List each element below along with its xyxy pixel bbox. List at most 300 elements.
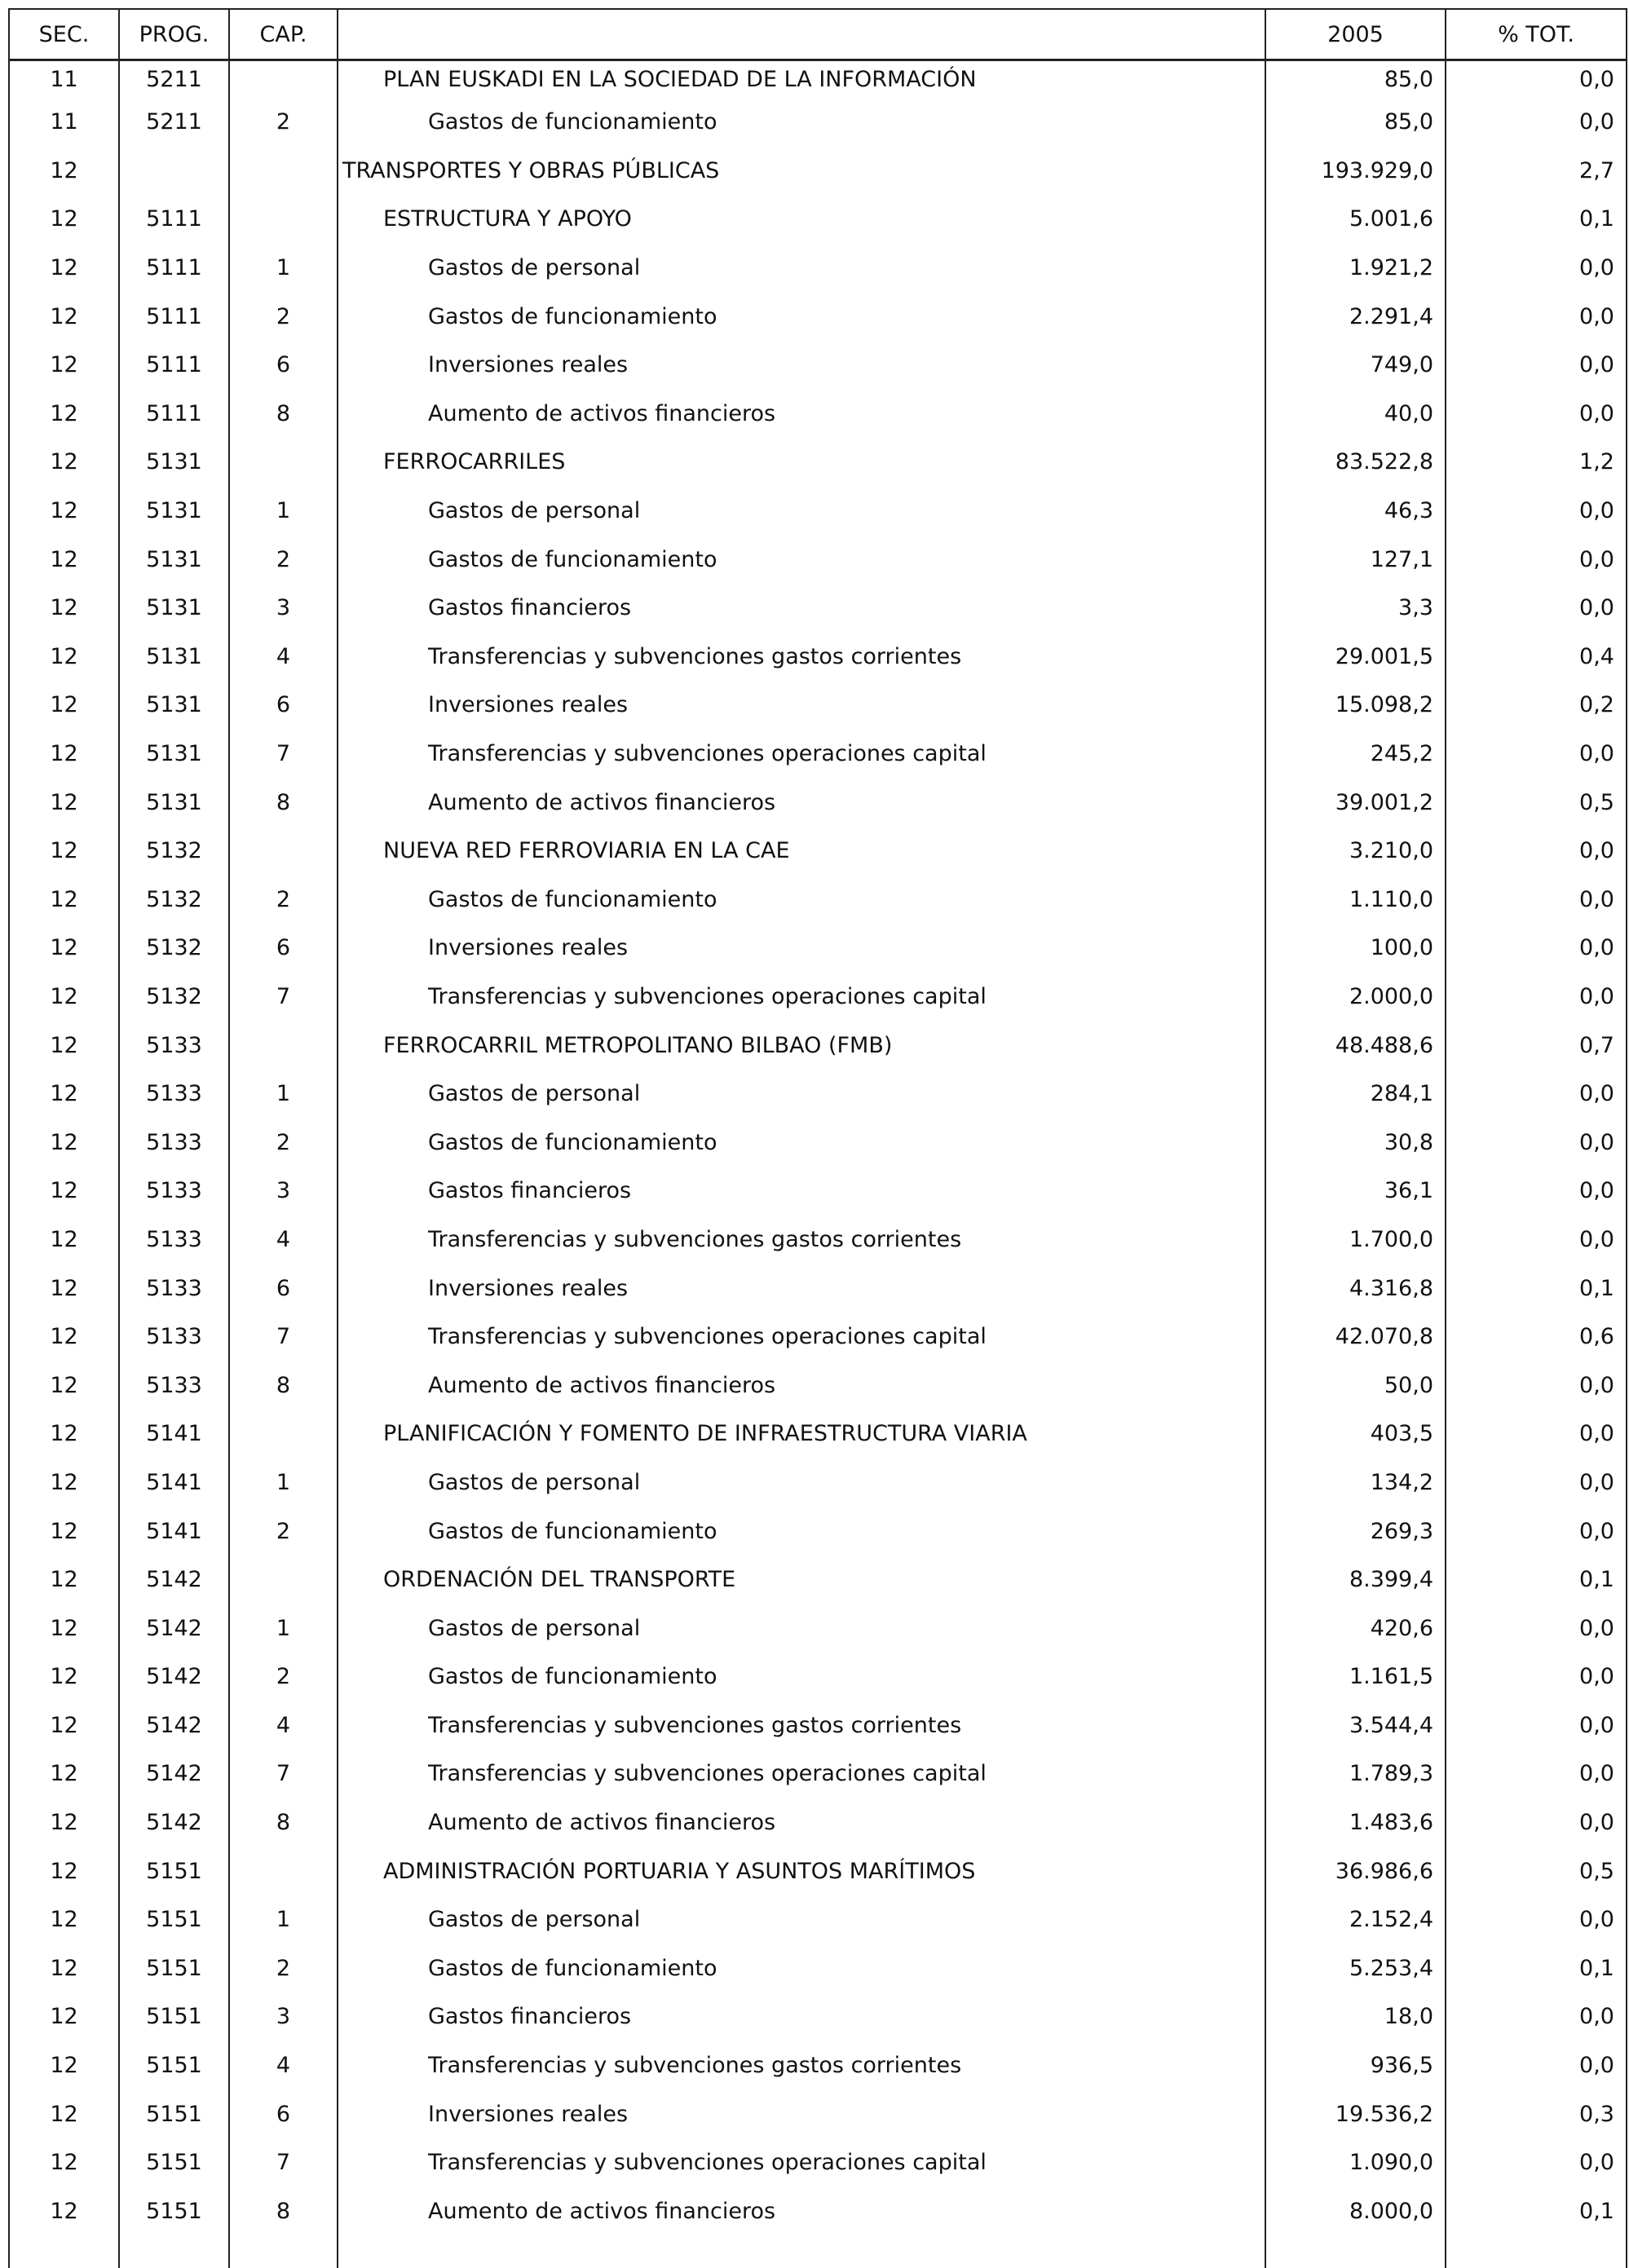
cell-cap: 2	[229, 1944, 338, 1993]
cell-pct: 1,2	[1446, 438, 1627, 487]
cell-desc: Gastos de personal	[338, 487, 1265, 536]
cell-cap: 8	[229, 2187, 338, 2236]
cell-amount: 1.789,3	[1265, 1750, 1446, 1798]
budget-table	[8, 8, 1627, 2268]
cell-cap: 2	[229, 535, 338, 584]
cell-sec: 12	[9, 2187, 119, 2236]
cell-pct: 0,0	[1446, 1604, 1627, 1652]
cell-cap	[229, 1410, 338, 1458]
cell-prog: 5151	[119, 1847, 229, 1895]
cell-pct: 0,0	[1446, 60, 1627, 99]
cell-sec: 12	[9, 1750, 119, 1798]
header-cap: CAP.	[229, 9, 338, 60]
table-row	[9, 1216, 1627, 1264]
cell-pct: 0,0	[1446, 1410, 1627, 1458]
cell-cap: 7	[229, 1750, 338, 1798]
cell-cap	[229, 147, 338, 196]
cell-cap: 4	[229, 1216, 338, 1264]
cell-cap: 6	[229, 681, 338, 730]
cell-prog: 5142	[119, 1652, 229, 1701]
cell-amount: 8.399,4	[1265, 1555, 1446, 1604]
cell-prog: 5142	[119, 1701, 229, 1750]
cell-cap: 3	[229, 1992, 338, 2041]
empty-cell	[1446, 2235, 1627, 2268]
cell-sec: 12	[9, 924, 119, 973]
cell-sec: 12	[9, 390, 119, 439]
cell-amount: 48.488,6	[1265, 1021, 1446, 1070]
cell-amount: 1.921,2	[1265, 244, 1446, 293]
cell-pct: 0,6	[1446, 1313, 1627, 1361]
cell-desc: FERROCARRILES	[338, 438, 1265, 487]
cell-pct: 0,0	[1446, 341, 1627, 390]
header-row	[9, 9, 1627, 60]
cell-desc: Gastos de personal	[338, 1604, 1265, 1652]
table-row	[9, 1361, 1627, 1410]
cell-cap: 8	[229, 390, 338, 439]
cell-pct: 0,0	[1446, 584, 1627, 633]
cell-cap: 7	[229, 2138, 338, 2187]
cell-pct: 0,5	[1446, 778, 1627, 827]
cell-prog: 5111	[119, 390, 229, 439]
cell-sec: 12	[9, 1895, 119, 1944]
cell-sec: 12	[9, 681, 119, 730]
header-year: 2005	[1265, 9, 1446, 60]
cell-amount: 134,2	[1265, 1458, 1446, 1507]
table-row	[9, 2041, 1627, 2090]
cell-desc: Inversiones reales	[338, 1264, 1265, 1313]
cell-pct: 0,1	[1446, 2187, 1627, 2236]
cell-amount: 36,1	[1265, 1167, 1446, 1216]
cell-desc: Gastos de funcionamiento	[338, 292, 1265, 341]
cell-sec: 11	[9, 60, 119, 99]
cell-desc: Aumento de activos financieros	[338, 390, 1265, 439]
cell-sec: 12	[9, 244, 119, 293]
cell-sec: 12	[9, 147, 119, 196]
cell-sec: 12	[9, 438, 119, 487]
empty-cell	[9, 2235, 119, 2268]
cell-cap: 6	[229, 924, 338, 973]
cell-sec: 12	[9, 1361, 119, 1410]
cell-cap: 8	[229, 1798, 338, 1847]
empty-cell	[229, 2235, 338, 2268]
empty-cell	[338, 2235, 1265, 2268]
cell-prog: 5151	[119, 2089, 229, 2138]
cell-cap: 1	[229, 1604, 338, 1652]
table-row	[9, 244, 1627, 293]
cell-sec: 12	[9, 535, 119, 584]
cell-desc: Transferencias y subvenciones operaciones capital	[338, 730, 1265, 779]
cell-cap	[229, 1847, 338, 1895]
cell-prog: 5211	[119, 60, 229, 99]
table-row	[9, 390, 1627, 439]
header-sec: SEC.	[9, 9, 119, 60]
cell-amount: 15.098,2	[1265, 681, 1446, 730]
cell-prog: 5131	[119, 681, 229, 730]
cell-pct: 0,0	[1446, 1652, 1627, 1701]
empty-cell	[1265, 2235, 1446, 2268]
cell-sec: 12	[9, 1021, 119, 1070]
cell-prog: 5133	[119, 1167, 229, 1216]
cell-prog: 5133	[119, 1313, 229, 1361]
cell-sec: 12	[9, 1070, 119, 1119]
cell-sec: 12	[9, 1798, 119, 1847]
cell-amount: 39.001,2	[1265, 778, 1446, 827]
cell-pct: 0,0	[1446, 1070, 1627, 1119]
cell-pct: 0,2	[1446, 681, 1627, 730]
cell-amount: 3.544,4	[1265, 1701, 1446, 1750]
cell-cap: 7	[229, 1313, 338, 1361]
cell-pct: 0,0	[1446, 292, 1627, 341]
cell-pct: 0,0	[1446, 1798, 1627, 1847]
table-row	[9, 1410, 1627, 1458]
cell-amount: 936,5	[1265, 2041, 1446, 2090]
cell-amount: 420,6	[1265, 1604, 1446, 1652]
cell-amount: 42.070,8	[1265, 1313, 1446, 1361]
table-row	[9, 584, 1627, 633]
cell-prog: 5142	[119, 1604, 229, 1652]
cell-amount: 403,5	[1265, 1410, 1446, 1458]
table-row	[9, 98, 1627, 147]
cell-pct: 0,0	[1446, 487, 1627, 536]
cell-cap: 1	[229, 244, 338, 293]
cell-sec: 12	[9, 195, 119, 244]
table-row	[9, 1555, 1627, 1604]
cell-cap: 3	[229, 584, 338, 633]
table-row	[9, 1313, 1627, 1361]
cell-desc: Gastos de funcionamiento	[338, 1944, 1265, 1993]
cell-desc: Transferencias y subvenciones gastos corrientes	[338, 1701, 1265, 1750]
table-row	[9, 633, 1627, 682]
cell-amount: 18,0	[1265, 1992, 1446, 2041]
cell-prog: 5133	[119, 1264, 229, 1313]
cell-desc: Aumento de activos financieros	[338, 1361, 1265, 1410]
cell-pct: 0,0	[1446, 1507, 1627, 1555]
table-row	[9, 924, 1627, 973]
cell-desc: Gastos financieros	[338, 1992, 1265, 2041]
cell-cap: 7	[229, 730, 338, 779]
cell-amount: 85,0	[1265, 60, 1446, 99]
cell-pct: 0,0	[1446, 1167, 1627, 1216]
cell-desc: FERROCARRIL METROPOLITANO BILBAO (FMB)	[338, 1021, 1265, 1070]
cell-pct: 0,0	[1446, 827, 1627, 876]
cell-desc: Transferencias y subvenciones operaciones capital	[338, 1750, 1265, 1798]
cell-desc: Gastos de personal	[338, 244, 1265, 293]
cell-desc: Gastos de funcionamiento	[338, 1652, 1265, 1701]
cell-prog: 5133	[119, 1118, 229, 1167]
cell-pct: 0,0	[1446, 535, 1627, 584]
cell-cap: 1	[229, 1070, 338, 1119]
cell-pct: 0,0	[1446, 390, 1627, 439]
cell-sec: 12	[9, 1264, 119, 1313]
cell-amount: 46,3	[1265, 487, 1446, 536]
table-row	[9, 1458, 1627, 1507]
cell-cap: 7	[229, 973, 338, 1021]
cell-sec: 12	[9, 584, 119, 633]
cell-desc: Transferencias y subvenciones gastos corrientes	[338, 633, 1265, 682]
cell-amount: 1.090,0	[1265, 2138, 1446, 2187]
cell-pct: 0,1	[1446, 1264, 1627, 1313]
header-prog: PROG.	[119, 9, 229, 60]
cell-prog: 5151	[119, 2187, 229, 2236]
cell-cap: 1	[229, 487, 338, 536]
cell-sec: 12	[9, 2138, 119, 2187]
cell-desc: PLANIFICACIÓN Y FOMENTO DE INFRAESTRUCTURA VIARIA	[338, 1410, 1265, 1458]
cell-desc: Gastos financieros	[338, 584, 1265, 633]
cell-prog: 5133	[119, 1070, 229, 1119]
table-row	[9, 1118, 1627, 1167]
cell-cap	[229, 827, 338, 876]
cell-prog: 5151	[119, 2041, 229, 2090]
cell-cap: 2	[229, 1652, 338, 1701]
cell-prog: 5211	[119, 98, 229, 147]
cell-cap: 1	[229, 1895, 338, 1944]
cell-desc: Transferencias y subvenciones operaciones capital	[338, 973, 1265, 1021]
cell-sec: 12	[9, 1410, 119, 1458]
cell-cap: 2	[229, 1507, 338, 1555]
header-pct: % TOT.	[1446, 9, 1627, 60]
cell-desc: Transferencias y subvenciones operaciones capital	[338, 2138, 1265, 2187]
table-row	[9, 1992, 1627, 2041]
cell-pct: 0,0	[1446, 973, 1627, 1021]
cell-prog: 5131	[119, 438, 229, 487]
table-row	[9, 1944, 1627, 1993]
cell-cap: 6	[229, 341, 338, 390]
cell-pct: 0,0	[1446, 1216, 1627, 1264]
cell-sec: 12	[9, 2089, 119, 2138]
cell-pct: 0,1	[1446, 195, 1627, 244]
cell-amount: 50,0	[1265, 1361, 1446, 1410]
cell-amount: 85,0	[1265, 98, 1446, 147]
cell-amount: 2.291,4	[1265, 292, 1446, 341]
cell-prog: 5133	[119, 1021, 229, 1070]
cell-amount: 3,3	[1265, 584, 1446, 633]
cell-sec: 12	[9, 730, 119, 779]
table-row	[9, 1798, 1627, 1847]
cell-desc: Gastos de funcionamiento	[338, 535, 1265, 584]
cell-sec: 12	[9, 1992, 119, 2041]
table-row	[9, 1652, 1627, 1701]
cell-desc: Gastos de funcionamiento	[338, 1507, 1265, 1555]
cell-pct: 0,0	[1446, 2138, 1627, 2187]
cell-pct: 0,1	[1446, 1944, 1627, 1993]
cell-pct: 0,0	[1446, 1750, 1627, 1798]
cell-prog: 5151	[119, 1895, 229, 1944]
table-row	[9, 1264, 1627, 1313]
cell-sec: 12	[9, 1507, 119, 1555]
cell-prog: 5132	[119, 924, 229, 973]
cell-sec: 12	[9, 778, 119, 827]
table-row	[9, 438, 1627, 487]
cell-desc: ESTRUCTURA Y APOYO	[338, 195, 1265, 244]
cell-amount: 284,1	[1265, 1070, 1446, 1119]
cell-desc: Inversiones reales	[338, 2089, 1265, 2138]
cell-amount: 8.000,0	[1265, 2187, 1446, 2236]
cell-sec: 12	[9, 1701, 119, 1750]
cell-pct: 2,7	[1446, 147, 1627, 196]
table-row	[9, 195, 1627, 244]
cell-amount: 193.929,0	[1265, 147, 1446, 196]
cell-sec: 12	[9, 341, 119, 390]
cell-sec: 12	[9, 827, 119, 876]
table-row	[9, 1070, 1627, 1119]
cell-prog: 5131	[119, 584, 229, 633]
cell-sec: 12	[9, 1604, 119, 1652]
cell-prog: 5111	[119, 341, 229, 390]
cell-desc: Gastos de funcionamiento	[338, 876, 1265, 924]
cell-sec: 12	[9, 1555, 119, 1604]
cell-amount: 36.986,6	[1265, 1847, 1446, 1895]
cell-cap	[229, 1555, 338, 1604]
cell-sec: 11	[9, 98, 119, 147]
cell-cap	[229, 195, 338, 244]
cell-prog: 5151	[119, 1992, 229, 2041]
table-row	[9, 973, 1627, 1021]
cell-prog: 5133	[119, 1216, 229, 1264]
cell-amount: 749,0	[1265, 341, 1446, 390]
table-row	[9, 487, 1627, 536]
table-row	[9, 876, 1627, 924]
cell-prog: 5131	[119, 535, 229, 584]
table-row	[9, 341, 1627, 390]
cell-amount: 127,1	[1265, 535, 1446, 584]
table-row	[9, 60, 1627, 99]
cell-cap: 8	[229, 1361, 338, 1410]
cell-desc: Aumento de activos financieros	[338, 1798, 1265, 1847]
cell-amount: 245,2	[1265, 730, 1446, 779]
cell-pct: 0,0	[1446, 1895, 1627, 1944]
cell-amount: 4.316,8	[1265, 1264, 1446, 1313]
empty-cell	[119, 2235, 229, 2268]
cell-prog: 5131	[119, 730, 229, 779]
cell-amount: 1.483,6	[1265, 1798, 1446, 1847]
cell-desc: NUEVA RED FERROVIARIA EN LA CAE	[338, 827, 1265, 876]
table-header	[9, 9, 1627, 60]
cell-prog: 5142	[119, 1555, 229, 1604]
cell-cap: 4	[229, 1701, 338, 1750]
cell-prog: 5142	[119, 1750, 229, 1798]
cell-prog: 5141	[119, 1507, 229, 1555]
cell-desc: Transferencias y subvenciones operaciones capital	[338, 1313, 1265, 1361]
table-row	[9, 1604, 1627, 1652]
cell-sec: 12	[9, 876, 119, 924]
cell-desc: Inversiones reales	[338, 924, 1265, 973]
cell-cap: 4	[229, 2041, 338, 2090]
cell-pct: 0,0	[1446, 730, 1627, 779]
cell-amount: 1.110,0	[1265, 876, 1446, 924]
cell-sec: 12	[9, 1458, 119, 1507]
cell-cap: 2	[229, 876, 338, 924]
cell-pct: 0,0	[1446, 1701, 1627, 1750]
cell-pct: 0,0	[1446, 2041, 1627, 2090]
cell-amount: 30,8	[1265, 1118, 1446, 1167]
cell-cap: 1	[229, 1458, 338, 1507]
cell-desc: Gastos de personal	[338, 1458, 1265, 1507]
cell-pct: 0,0	[1446, 1458, 1627, 1507]
table-row	[9, 147, 1627, 196]
cell-desc: Transferencias y subvenciones gastos corrientes	[338, 1216, 1265, 1264]
cell-desc: TRANSPORTES Y OBRAS PÚBLICAS	[338, 147, 1265, 196]
cell-prog: 5131	[119, 633, 229, 682]
cell-amount: 5.253,4	[1265, 1944, 1446, 1993]
budget-table-sheet	[8, 8, 1626, 2263]
cell-amount: 29.001,5	[1265, 633, 1446, 682]
table-row	[9, 2089, 1627, 2138]
cell-desc: PLAN EUSKADI EN LA SOCIEDAD DE LA INFORMACIÓN	[338, 60, 1265, 99]
cell-desc: Inversiones reales	[338, 681, 1265, 730]
table-row	[9, 681, 1627, 730]
cell-sec: 12	[9, 1216, 119, 1264]
cell-cap: 2	[229, 98, 338, 147]
table-row	[9, 1701, 1627, 1750]
cell-prog: 5111	[119, 195, 229, 244]
cell-desc: Aumento de activos financieros	[338, 2187, 1265, 2236]
cell-amount: 2.152,4	[1265, 1895, 1446, 1944]
cell-pct: 0,0	[1446, 876, 1627, 924]
cell-sec: 12	[9, 2041, 119, 2090]
table-row	[9, 1507, 1627, 1555]
cell-amount: 83.522,8	[1265, 438, 1446, 487]
cell-sec: 12	[9, 1313, 119, 1361]
cell-prog	[119, 147, 229, 196]
table-row	[9, 730, 1627, 779]
cell-prog: 5131	[119, 487, 229, 536]
cell-prog: 5151	[119, 1944, 229, 1993]
table-row	[9, 1021, 1627, 1070]
cell-amount: 1.161,5	[1265, 1652, 1446, 1701]
table-row	[9, 292, 1627, 341]
table-row	[9, 1895, 1627, 1944]
table-row	[9, 2187, 1627, 2236]
cell-pct: 0,3	[1446, 2089, 1627, 2138]
cell-cap: 6	[229, 1264, 338, 1313]
cell-sec: 12	[9, 1847, 119, 1895]
cell-cap: 2	[229, 1118, 338, 1167]
cell-prog: 5142	[119, 1798, 229, 1847]
table-row	[9, 1847, 1627, 1895]
cell-desc: Gastos de funcionamiento	[338, 98, 1265, 147]
table-row	[9, 827, 1627, 876]
cell-pct: 0,0	[1446, 1992, 1627, 2041]
cell-sec: 12	[9, 1944, 119, 1993]
cell-sec: 12	[9, 292, 119, 341]
cell-pct: 0,5	[1446, 1847, 1627, 1895]
cell-pct: 0,0	[1446, 1118, 1627, 1167]
cell-cap	[229, 438, 338, 487]
cell-amount: 5.001,6	[1265, 195, 1446, 244]
cell-cap: 6	[229, 2089, 338, 2138]
cell-prog: 5111	[119, 292, 229, 341]
cell-pct: 0,0	[1446, 924, 1627, 973]
cell-prog: 5132	[119, 973, 229, 1021]
cell-prog: 5132	[119, 827, 229, 876]
cell-pct: 0,7	[1446, 1021, 1627, 1070]
cell-sec: 12	[9, 1167, 119, 1216]
cell-prog: 5141	[119, 1410, 229, 1458]
table-row	[9, 1167, 1627, 1216]
cell-desc: Aumento de activos financieros	[338, 778, 1265, 827]
table-body	[9, 60, 1627, 2268]
cell-amount: 269,3	[1265, 1507, 1446, 1555]
cell-sec: 12	[9, 1652, 119, 1701]
cell-prog: 5151	[119, 2138, 229, 2187]
cell-amount: 19.536,2	[1265, 2089, 1446, 2138]
cell-pct: 0,0	[1446, 98, 1627, 147]
cell-cap: 2	[229, 292, 338, 341]
header-desc	[338, 9, 1265, 60]
cell-sec: 12	[9, 633, 119, 682]
cell-amount: 3.210,0	[1265, 827, 1446, 876]
cell-amount: 1.700,0	[1265, 1216, 1446, 1264]
